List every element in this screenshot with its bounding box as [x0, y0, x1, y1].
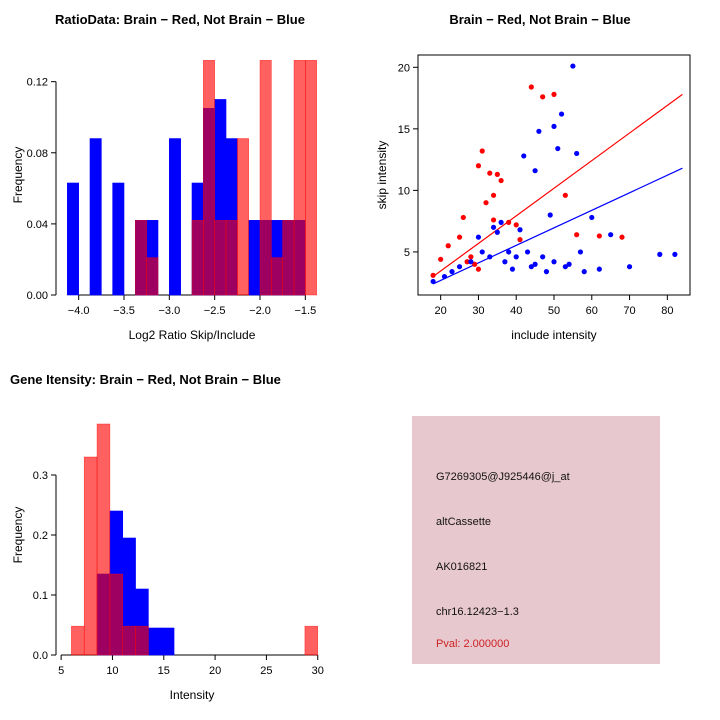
- info-probe-id: G7269305@J925446@j_at: [436, 471, 570, 483]
- histogram-bar: [294, 60, 305, 295]
- scatter-point: [551, 92, 556, 97]
- y-tick-label: 0.1: [32, 590, 48, 602]
- y-tick-label: 0.00: [26, 290, 48, 302]
- histogram-bar: [84, 457, 97, 655]
- scatter-point: [491, 193, 496, 198]
- scatter-svg: [360, 27, 720, 357]
- scatter-point: [468, 259, 473, 264]
- scatter-point: [487, 254, 492, 259]
- scatter-point: [457, 264, 462, 269]
- x-tick-label: 40: [510, 305, 523, 317]
- scatter-point: [529, 84, 534, 89]
- histogram-bar: [148, 628, 161, 655]
- scatter-point: [457, 235, 462, 240]
- panel-scatter: [360, 0, 720, 360]
- y-tick-label: 0.3: [32, 470, 48, 482]
- info-locus: chr16.12423−1.3: [436, 606, 519, 618]
- scatter-point: [540, 94, 545, 99]
- x-tick-label: −2.5: [203, 305, 226, 317]
- scatter-point: [510, 267, 515, 272]
- histogram-bar: [226, 220, 237, 295]
- y-tick-label: 20: [397, 62, 410, 75]
- scatter-point: [461, 215, 466, 220]
- scatter-point: [499, 220, 504, 225]
- scatter-point: [567, 262, 572, 267]
- scatter-point: [438, 257, 443, 262]
- scatter-point: [491, 225, 496, 230]
- histogram-bar: [260, 60, 271, 295]
- histogram-bar: [71, 626, 84, 655]
- scatter-point: [487, 171, 492, 176]
- scatter-point: [672, 252, 677, 257]
- scatter-point: [574, 151, 579, 156]
- y-tick-label: 15: [397, 123, 410, 136]
- histogram-bar: [305, 626, 318, 655]
- x-tick-label: 25: [260, 665, 273, 677]
- scatter-point: [525, 249, 530, 254]
- x-axis-label: Log2 Ratio Skip/Include: [128, 328, 256, 342]
- x-tick-label: 15: [157, 665, 170, 677]
- scatter-point: [506, 249, 511, 254]
- panel-gene-title: Gene Itensity: Brain − Red, Not Brain − Blue: [10, 372, 281, 387]
- x-tick-label: 60: [585, 305, 598, 317]
- histogram-bar: [271, 258, 282, 295]
- scatter-point: [476, 235, 481, 240]
- scatter-point: [506, 220, 511, 225]
- scatter-point: [480, 249, 485, 254]
- histogram-bar: [237, 139, 248, 295]
- histogram-bar: [161, 628, 174, 655]
- scatter-point: [480, 148, 485, 153]
- scatter-point: [551, 124, 556, 129]
- scatter-point: [608, 232, 613, 237]
- scatter-point: [559, 111, 564, 116]
- scatter-point: [544, 269, 549, 274]
- y-axis-label: Frequency: [11, 506, 25, 564]
- x-tick-label: 20: [434, 305, 447, 317]
- histogram-bar: [123, 626, 136, 655]
- scatter-point: [597, 233, 602, 238]
- histogram-bar: [135, 220, 146, 295]
- scatter-point: [495, 230, 500, 235]
- scatter-point: [540, 254, 545, 259]
- scatter-point: [589, 215, 594, 220]
- info-event-type: altCassette: [436, 516, 492, 528]
- scatter-point: [517, 227, 522, 232]
- scatter-point: [536, 129, 541, 134]
- scatter-point: [574, 232, 579, 237]
- histogram-bar: [305, 60, 316, 295]
- x-tick-label: 80: [661, 305, 674, 317]
- info-box: [412, 416, 660, 664]
- x-tick-label: −3.5: [113, 305, 135, 317]
- scatter-point: [619, 235, 624, 240]
- x-tick-label: −4.0: [67, 305, 90, 317]
- scatter-point: [514, 222, 519, 227]
- histogram-bar: [67, 183, 78, 295]
- scatter-point: [476, 267, 481, 272]
- x-tick-label: 30: [311, 665, 324, 677]
- x-tick-label: −3.0: [158, 305, 181, 317]
- panel-ratio-title: RatioData: Brain − Red, Not Brain − Blue: [55, 12, 305, 27]
- scatter-point: [476, 163, 481, 168]
- scatter-point: [442, 274, 447, 279]
- scatter-point: [483, 200, 488, 205]
- scatter-point: [582, 269, 587, 274]
- y-tick-label: 10: [397, 185, 410, 198]
- scatter-point: [563, 193, 568, 198]
- y-axis-label: Frequency: [11, 146, 25, 204]
- histogram-bar: [192, 220, 203, 295]
- y-tick-label: 0.0: [32, 650, 48, 662]
- scatter-point: [521, 153, 526, 158]
- scatter-point: [627, 264, 632, 269]
- y-tick-label: 5: [403, 246, 410, 259]
- histogram-bar: [169, 139, 180, 295]
- x-tick-label: 70: [623, 305, 636, 317]
- scatter-point: [548, 212, 553, 217]
- scatter-point: [491, 217, 496, 222]
- histogram-bar: [113, 183, 124, 295]
- scatter-point: [533, 168, 538, 173]
- scatter-point: [570, 63, 575, 68]
- scatter-point: [517, 237, 522, 242]
- panel-ratio-histogram: [0, 0, 360, 360]
- scatter-point: [533, 262, 538, 267]
- histogram-bar: [136, 626, 149, 655]
- y-tick-label: 0.12: [26, 76, 48, 89]
- scatter-point: [578, 249, 583, 254]
- histogram-bar: [147, 258, 158, 295]
- x-tick-label: 10: [106, 665, 119, 677]
- scatter-point: [555, 146, 560, 151]
- x-tick-label: 5: [58, 665, 65, 677]
- histogram-bar: [90, 139, 101, 295]
- scatter-point: [657, 252, 662, 257]
- gene-histogram-svg: [0, 387, 360, 717]
- histogram-bar: [110, 574, 123, 655]
- info-pval: Pval: 2.000000: [436, 638, 510, 650]
- plot-frame: [418, 55, 690, 295]
- x-tick-label: −2.0: [249, 305, 271, 317]
- x-tick-label: 50: [547, 305, 561, 317]
- y-tick-label: 0.08: [26, 147, 48, 160]
- y-tick-label: 0.04: [26, 218, 48, 231]
- scatter-point: [597, 267, 602, 272]
- y-axis-label: skip intensity: [375, 140, 389, 210]
- scatter-point: [446, 243, 451, 248]
- info-accession: AK016821: [436, 561, 488, 573]
- scatter-point: [514, 254, 519, 259]
- scatter-point: [495, 172, 500, 177]
- ratio-histogram-svg: [0, 27, 360, 357]
- x-tick-label: 30: [472, 305, 485, 317]
- histogram-bar: [215, 220, 226, 295]
- scatter-point: [551, 259, 556, 264]
- x-axis-label: include intensity: [511, 328, 597, 342]
- scatter-point: [502, 259, 507, 264]
- scatter-point: [431, 273, 436, 278]
- histogram-bar: [283, 220, 294, 295]
- y-tick-label: 0.2: [32, 530, 48, 542]
- histogram-bar: [249, 220, 260, 295]
- panel-gene-histogram: [0, 360, 360, 720]
- x-axis-label: Intensity: [169, 688, 215, 702]
- scatter-point: [431, 279, 436, 284]
- x-tick-label: 20: [208, 665, 222, 677]
- scatter-point: [499, 178, 504, 183]
- panel-scatter-title: Brain − Red, Not Brain − Blue: [449, 12, 631, 27]
- x-tick-label: −1.5: [294, 305, 317, 317]
- scatter-point: [449, 269, 454, 274]
- scatter-point: [468, 254, 473, 259]
- histogram-bar: [203, 60, 214, 295]
- histogram-bar: [97, 424, 110, 655]
